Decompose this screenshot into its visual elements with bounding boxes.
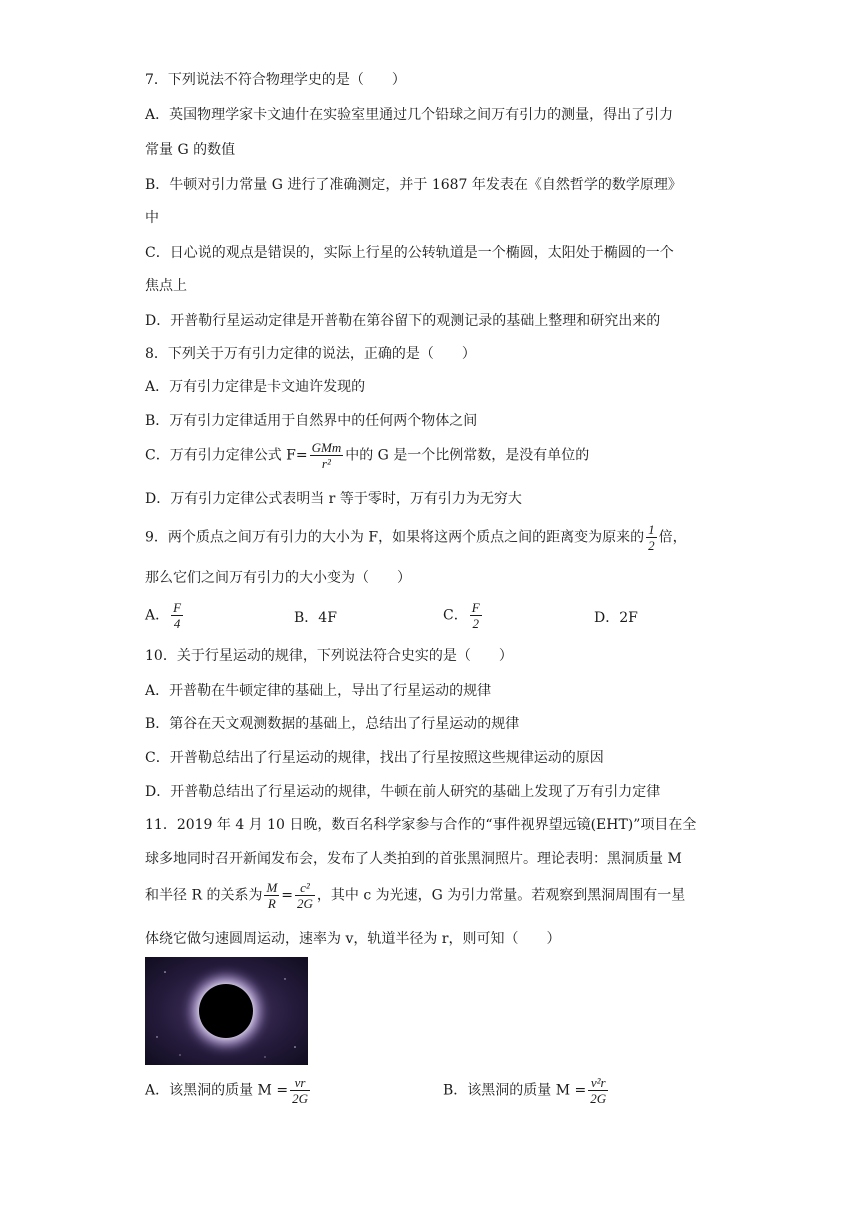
q9-option-a bbox=[145, 600, 185, 631]
q7-option-b-line2: 中 bbox=[145, 210, 159, 226]
q8-option-a: A．万有引力定律是卡文迪许发现的 bbox=[145, 379, 366, 395]
q9-option-a-num: F bbox=[173, 600, 182, 615]
q10-option-c: C．开普勒总结出了行星运动的规律，找出了行星按照这些规律运动的原因 bbox=[145, 750, 604, 766]
q10-option-a: A．开普勒在牛顿定律的基础上，导出了行星运动的规律 bbox=[145, 683, 492, 699]
q11-line3 bbox=[145, 880, 685, 911]
q7-option-c-line2: 焦点上 bbox=[145, 278, 187, 294]
q11-c2-num: c² bbox=[295, 880, 315, 896]
q11-option-b bbox=[443, 1075, 610, 1106]
q9-option-c-label: C． bbox=[443, 607, 468, 624]
q11-line3-post: ，其中 c 为光速，G 为引力常量。若观察到黑洞周围有一星 bbox=[316, 887, 686, 904]
q9-option-c bbox=[443, 600, 484, 631]
q11-option-b-den: 2G bbox=[590, 1091, 607, 1106]
q11-equals: = bbox=[281, 887, 294, 904]
q10-option-b: B．第谷在天文观测数据的基础上，总结出了行星运动的规律 bbox=[145, 716, 520, 732]
q9-stem-frac-num: 1 bbox=[648, 522, 655, 537]
q8-formula-fraction bbox=[310, 440, 344, 471]
q11-option-b-num: v²r bbox=[588, 1075, 608, 1091]
q11-ratio-den: R bbox=[267, 896, 276, 911]
q8-formula-numerator: GMm bbox=[311, 440, 342, 455]
q9-stem-frac-den: 2 bbox=[648, 538, 655, 553]
q11-line3-pre: 和半径 R 的关系为 bbox=[145, 887, 263, 904]
q11-option-a bbox=[145, 1075, 312, 1106]
q9-option-c-num: F bbox=[471, 600, 480, 615]
q8-option-c-pre: C．万有引力定律公式 F= bbox=[145, 447, 308, 464]
q11-option-b-fraction bbox=[588, 1075, 608, 1106]
q7-option-a-line2: 常量 G 的数值 bbox=[145, 142, 236, 158]
q11-option-a-fraction bbox=[290, 1075, 310, 1106]
q11-c2-fraction bbox=[295, 880, 315, 911]
q8-formula-denominator: r² bbox=[321, 456, 331, 471]
q8-stem: 8．下列关于万有引力定律的说法，正确的是（ ） bbox=[145, 346, 476, 362]
q8-option-d: D．万有引力定律公式表明当 r 等于零时，万有引力为无穷大 bbox=[145, 491, 522, 507]
q7-option-b-line1: B．牛顿对引力常量 G 进行了准确测定，并于 1687 年发表在《自然哲学的数学原理》 bbox=[145, 177, 682, 193]
q7-option-d: D．开普勒行星运动定律是开普勒在第谷留下的观测记录的基础上整理和研究出来的 bbox=[145, 313, 661, 329]
q11-line4: 体绕它做匀速圆周运动，速率为 v，轨道半径为 r，则可知（ ） bbox=[145, 931, 561, 947]
q11-option-a-pre: A．该黑洞的质量 M = bbox=[145, 1082, 289, 1099]
q8-option-b: B．万有引力定律适用于自然界中的任何两个物体之间 bbox=[145, 413, 478, 429]
q9-stem-line1 bbox=[145, 522, 687, 553]
q9-option-d: D．2F bbox=[594, 610, 638, 626]
q11-c2-den: 2G bbox=[297, 896, 313, 911]
q10-stem: 10．关于行星运动的规律，下列说法符合史实的是（ ） bbox=[145, 648, 513, 664]
q11-ratio-num: M bbox=[266, 880, 278, 895]
q9-stem-pre: 9．两个质点之间万有引力的大小为 F，如果将这两个质点之间的距离变为原来的 bbox=[145, 529, 645, 546]
q9-option-a-den: 4 bbox=[173, 616, 181, 631]
q7-stem: 7．下列说法不符合物理学史的是（ ） bbox=[145, 72, 406, 88]
q9-option-b: B．4F bbox=[294, 610, 337, 626]
q11-ratio-fraction bbox=[264, 880, 279, 911]
q9-stem-line2: 那么它们之间万有引力的大小变为（ ） bbox=[145, 570, 411, 586]
q11-option-a-num: vr bbox=[290, 1075, 310, 1091]
q11-line1: 11．2019 年 4 月 10 日晚，数百名科学家参与合作的“事件视界望远镜(EHT)”项目在全 bbox=[145, 817, 697, 833]
q9-stem-fraction bbox=[646, 522, 657, 553]
q9-option-c-den: 2 bbox=[472, 616, 479, 631]
q9-option-c-fraction bbox=[470, 600, 482, 631]
q7-option-c-line1: C．日心说的观点是错误的，实际上行星的公转轨道是一个椭圆，太阳处于椭圆的一个 bbox=[145, 245, 674, 261]
q8-option-c-post: 中的 G 是一个比例常数，是没有单位的 bbox=[345, 447, 590, 464]
q8-option-c bbox=[145, 440, 589, 471]
q9-option-a-fraction bbox=[171, 600, 183, 631]
q10-option-d: D．开普勒总结出了行星运动的规律，牛顿在前人研究的基础上发现了万有引力定律 bbox=[145, 784, 661, 800]
black-hole-graphic bbox=[145, 957, 308, 1065]
q9-stem-post: 倍， bbox=[658, 529, 687, 546]
black-hole-photo bbox=[145, 957, 308, 1065]
q9-option-a-label: A． bbox=[145, 607, 170, 624]
q7-option-a-line1: A．英国物理学家卡文迪什在实验室里通过几个铅球之间万有引力的测量，得出了引力 bbox=[145, 107, 674, 123]
q11-line2: 球多地同时召开新闻发布会，发布了人类拍到的首张黑洞照片。理论表明：黑洞质量 M bbox=[145, 851, 682, 867]
q11-option-a-den: 2G bbox=[292, 1091, 308, 1106]
q11-option-b-pre: B．该黑洞的质量 M = bbox=[443, 1082, 587, 1099]
